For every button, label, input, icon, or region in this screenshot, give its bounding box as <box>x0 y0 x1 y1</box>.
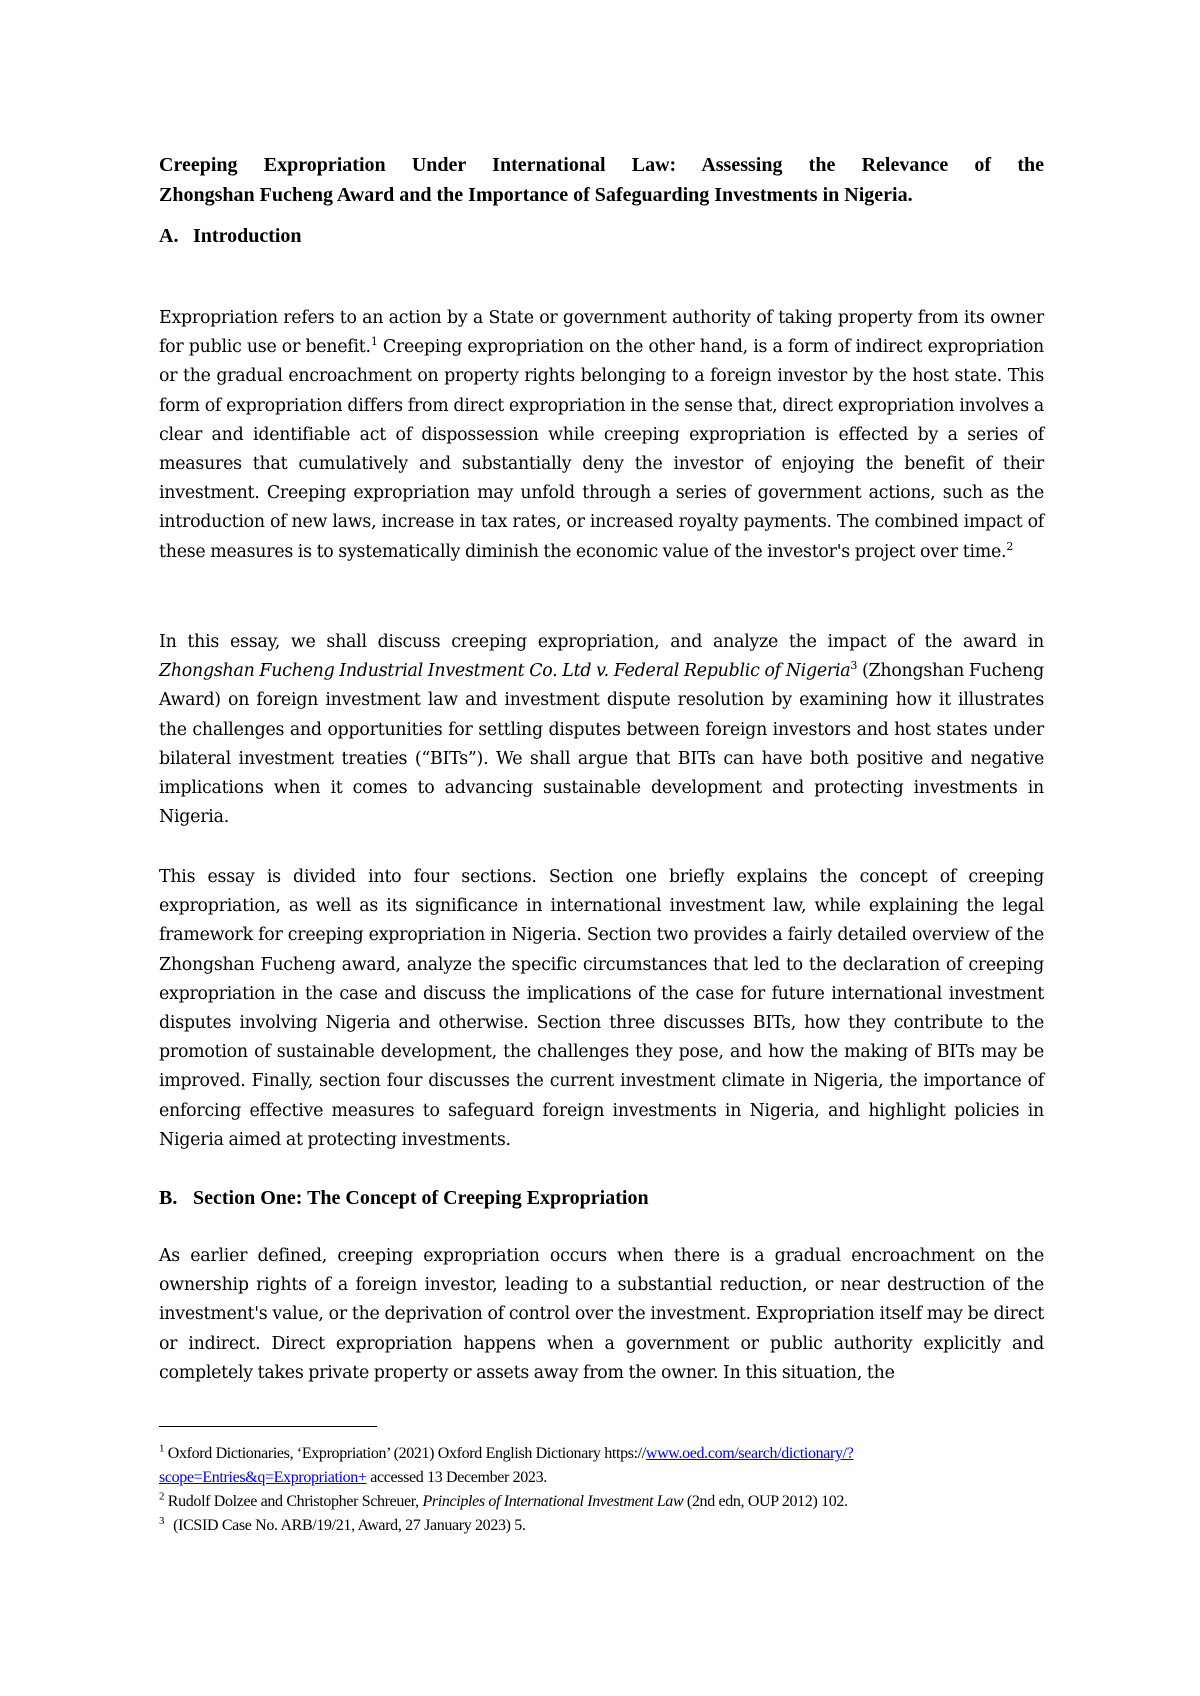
section-b-title: Section One: The Concept of Creeping Expropriation <box>193 1187 649 1209</box>
section-b-letter: B. <box>159 1187 178 1209</box>
title-line-2: Zhongshan Fucheng Award and the Importance of Safeguarding Investments in Nigeria. <box>159 184 913 206</box>
footnote-2 <box>159 1490 1044 1514</box>
section-b-paragraph-1: As earlier defined, creeping expropriation occurs when there is a gradual encroachment on the ownership rights of a foreign investor, leading to a substantial reduction, or near destruction of the investment's value, or the deprivation of control over the investment. Expropriation itself may be direct or indirect. Direct expropriation happens when a government or public authority explicitly and completely takes private property or assets away from the owner. In this situation, the <box>159 1246 1044 1383</box>
footnote-2-text-2: (2nd edn, OUP 2012) 102. <box>683 1493 848 1510</box>
title-line-1: Creeping Expropriation Under International Law: Assessing the Relevance of the <box>159 154 1044 176</box>
intro-p1-text-2: Creeping expropriation on the other hand, is a form of indirect expropriation or the gradual encroachment on property rights belonging to a foreign investor by the host state. This form of expropriation differs from direct expropriation in the sense that, direct expropriation involves a clear and identifiable act of dispossession while creeping expropriation is effected by a series of measures that cumulatively and substantially deny the investor of enjoying the benefit of their investment. Creeping expropriation may unfold through a series of government actions, such as the introduction of new laws, increase in tax rates, or increased royalty payments. The combined impact of these measures is to systematically diminish the economic value of the investor's project over time. <box>159 337 1044 562</box>
section-a-heading <box>159 222 1044 250</box>
footnote-3-number: 3 <box>159 1514 165 1527</box>
footnote-ref-3[interactable]: 3 <box>850 659 858 673</box>
footnote-ref-2[interactable]: 2 <box>1006 539 1014 553</box>
footnote-1-text-2: accessed 13 December 2023. <box>366 1469 547 1486</box>
footnote-2-book-title: Principles of International Investment Law <box>422 1493 684 1510</box>
footnote-ref-1[interactable]: 1 <box>370 335 378 349</box>
footnote-1-link[interactable]: www.oed.com/search/dictionary/?scope=Entries&q=Expropriation+ <box>159 1445 854 1486</box>
footnote-1-text-1: Oxford Dictionaries, ‘Expropriation’ (2021) Oxford English Dictionary https:// <box>164 1445 646 1462</box>
intro-p1-text-1: Expropriation refers to an action by a State or government authority of taking property from its owner for public use or benefit. <box>159 308 1044 358</box>
footnote-1 <box>159 1442 1044 1490</box>
footnote-3 <box>159 1514 1044 1538</box>
document-title <box>159 150 1044 210</box>
section-a-title: Introduction <box>193 225 302 247</box>
footnotes <box>159 1442 1044 1538</box>
section-a-letter: A. <box>159 225 179 247</box>
intro-paragraph-3: This essay is divided into four sections. Section one briefly explains the concept of creeping expropriation, as well as its significance in international investment law, while explaining the legal framework for creeping expropriation in Nigeria. Section two provides a fairly detailed overview of the Zhongshan Fucheng award, analyze the specific circumstances that led to the declaration of creeping expropriation in the case and discuss the implications of the case for future international investment disputes involving Nigeria and otherwise. Section three discusses BITs, how they contribute to the promotion of sustainable development, the challenges they pose, and how the making of BITs may be improved. Finally, section four discusses the current investment climate in Nigeria, the importance of enforcing effective measures to safeguard foreign investments in Nigeria, and highlight policies in Nigeria aimed at protecting investments. <box>159 867 1044 1150</box>
intro-paragraph-1 <box>159 304 1044 567</box>
section-b-heading <box>159 1184 1044 1212</box>
intro-paragraph-2 <box>159 628 1044 832</box>
intro-p2-text-1: In this essay, we shall discuss creeping expropriation, and analyze the impact of the award in <box>159 632 1044 652</box>
footnote-3-text: (ICSID Case No. ARB/19/21, Award, 27 January 2023) 5. <box>173 1517 526 1534</box>
footnote-separator <box>159 1426 377 1427</box>
footnote-2-number: 2 <box>159 1490 165 1503</box>
case-name: Zhongshan Fucheng Industrial Investment Co. Ltd v. Federal Republic of Nigeria <box>159 661 851 682</box>
footnote-1-number: 1 <box>159 1442 165 1455</box>
footnote-2-text-1: Rudolf Dolzee and Christopher Schreuer, <box>164 1493 423 1510</box>
intro-p2-text-2: (Zhongshan Fucheng Award) on foreign investment law and investment dispute resolution by examining how it illustrates the challenges and opportunities for settling disputes between foreign investors and host states under bilateral investment treaties (“BITs”). We shall argue that BITs can have both positive and negative implications when it comes to advancing sustainable development and protecting investments in Nigeria. <box>159 661 1045 828</box>
